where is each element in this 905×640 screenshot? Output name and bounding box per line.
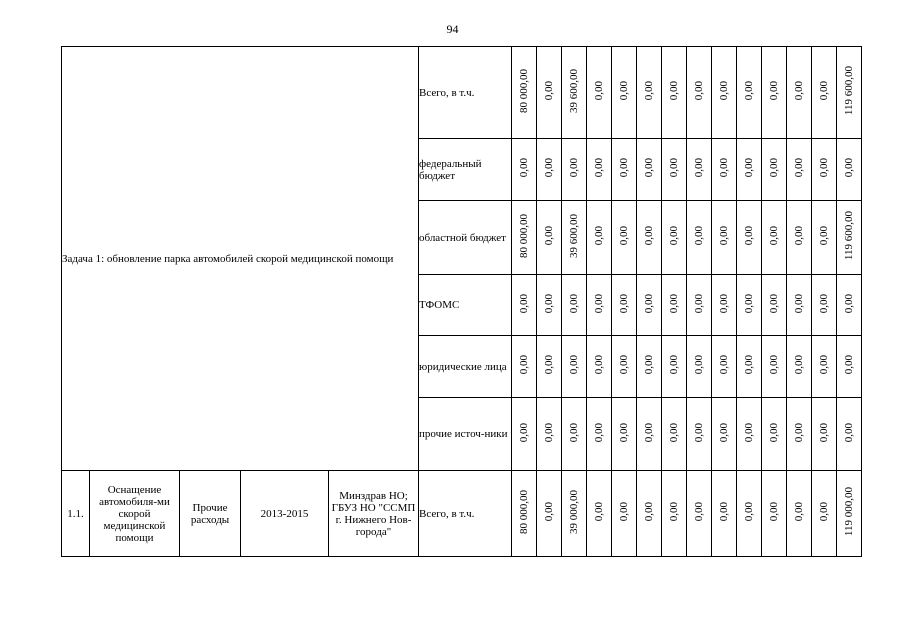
value-text: 0,00	[542, 226, 555, 246]
value-cell	[587, 471, 612, 557]
value-cell	[737, 47, 762, 139]
value-cell	[787, 471, 812, 557]
value-cell	[837, 336, 862, 398]
value-text: 0,00	[542, 81, 555, 101]
value-cell	[787, 201, 812, 275]
value-cell	[687, 139, 712, 201]
source-label: юридические лица	[419, 336, 512, 398]
value-cell	[637, 139, 662, 201]
value-text: 0,00	[817, 158, 830, 178]
value-text: 0,00	[667, 81, 680, 101]
value-text: 0,00	[617, 355, 630, 375]
task-title: Задача 1: обновление парка автомобилей скорой медицинской помощи	[62, 47, 419, 471]
value-cell	[612, 471, 637, 557]
value-text: 0,00	[742, 293, 755, 314]
budget-table	[61, 46, 862, 557]
value-text: 0,00	[792, 422, 805, 443]
value-text: 0,00	[717, 158, 730, 178]
value-text: 0,00	[692, 293, 705, 314]
value-text: 0,00	[842, 355, 855, 375]
value-cell	[812, 471, 837, 557]
value-text: 0,00	[617, 158, 630, 178]
value-text: 0,00	[592, 158, 605, 178]
item-number: 1.1.	[62, 471, 90, 557]
value-cell	[612, 336, 637, 398]
value-text: 0,00	[617, 502, 630, 522]
value-cell	[662, 398, 687, 471]
value-text: 119 600,00	[842, 211, 855, 261]
value-text: 39 000,00	[567, 490, 580, 534]
value-text: 0,00	[642, 355, 655, 375]
value-cell	[762, 336, 787, 398]
value-text: 0,00	[592, 355, 605, 375]
value-text: 0,00	[592, 422, 605, 443]
value-cell	[787, 275, 812, 336]
value-text: 0,00	[667, 226, 680, 246]
value-text: 0,00	[642, 293, 655, 314]
source-label: ТФОМС	[419, 275, 512, 336]
value-cell	[562, 471, 587, 557]
source-label: федеральный бюджет	[419, 139, 512, 201]
value-cell	[837, 275, 862, 336]
value-text: 0,00	[692, 81, 705, 101]
value-cell	[812, 275, 837, 336]
value-cell	[512, 336, 537, 398]
value-cell	[737, 275, 762, 336]
value-text: 0,00	[517, 158, 530, 178]
value-text: 0,00	[717, 293, 730, 314]
value-cell	[612, 398, 637, 471]
value-text: 0,00	[842, 422, 855, 443]
value-text: 0,00	[642, 81, 655, 101]
source-label: Всего, в т.ч.	[419, 471, 512, 557]
value-cell	[687, 398, 712, 471]
value-text: 80 000,00	[517, 69, 530, 113]
value-text: 0,00	[642, 226, 655, 246]
value-text: 39 600,00	[567, 214, 580, 258]
value-text: 0,00	[567, 422, 580, 443]
item-executor: Минздрав НО; ГБУЗ НО "ССМП г. Нижнего Нов-города"	[329, 471, 419, 557]
value-cell	[812, 398, 837, 471]
value-text: 0,00	[542, 502, 555, 522]
value-text: 0,00	[767, 502, 780, 522]
source-label: прочие источ-ники	[419, 398, 512, 471]
value-cell	[687, 275, 712, 336]
value-cell	[662, 201, 687, 275]
value-cell	[737, 336, 762, 398]
value-cell	[537, 139, 562, 201]
value-cell	[737, 471, 762, 557]
page-number: 94	[446, 22, 459, 36]
value-cell	[587, 47, 612, 139]
value-text: 0,00	[792, 81, 805, 101]
value-cell	[837, 201, 862, 275]
value-cell	[787, 336, 812, 398]
value-cell	[512, 201, 537, 275]
value-text: 0,00	[617, 422, 630, 443]
value-text: 0,00	[567, 293, 580, 314]
value-text: 0,00	[667, 422, 680, 443]
value-text: 0,00	[742, 81, 755, 101]
value-text: 0,00	[767, 293, 780, 314]
value-text: 39 600,00	[567, 69, 580, 113]
value-cell	[762, 471, 787, 557]
value-text: 0,00	[717, 81, 730, 101]
value-text: 0,00	[642, 158, 655, 178]
value-text: 0,00	[717, 502, 730, 522]
value-cell	[637, 201, 662, 275]
value-cell	[562, 336, 587, 398]
value-text: 80 000,00	[517, 214, 530, 258]
value-text: 0,00	[567, 355, 580, 375]
value-cell	[537, 47, 562, 139]
value-text: 0,00	[717, 355, 730, 375]
value-cell	[812, 336, 837, 398]
item-expense-type: Прочие расходы	[180, 471, 241, 557]
value-cell	[712, 47, 737, 139]
value-text: 0,00	[842, 158, 855, 178]
value-text: 0,00	[742, 355, 755, 375]
value-text: 0,00	[817, 502, 830, 522]
value-text: 0,00	[542, 355, 555, 375]
value-cell	[737, 201, 762, 275]
value-cell	[637, 336, 662, 398]
value-text: 0,00	[692, 226, 705, 246]
value-text: 0,00	[592, 502, 605, 522]
value-cell	[712, 398, 737, 471]
value-cell	[587, 398, 612, 471]
value-cell	[612, 201, 637, 275]
item-period: 2013-2015	[241, 471, 329, 557]
value-cell	[787, 47, 812, 139]
value-cell	[787, 398, 812, 471]
value-cell	[837, 139, 862, 201]
value-cell	[837, 471, 862, 557]
value-text: 0,00	[592, 226, 605, 246]
value-text: 0,00	[767, 355, 780, 375]
value-text: 0,00	[817, 355, 830, 375]
value-cell	[512, 139, 537, 201]
value-text: 0,00	[817, 81, 830, 101]
value-text: 0,00	[592, 293, 605, 314]
value-cell	[762, 201, 787, 275]
value-text: 0,00	[792, 355, 805, 375]
value-text: 0,00	[742, 158, 755, 178]
value-cell	[587, 201, 612, 275]
value-cell	[537, 471, 562, 557]
value-text: 0,00	[767, 81, 780, 101]
source-label: областной бюджет	[419, 201, 512, 275]
value-cell	[612, 139, 637, 201]
value-text: 0,00	[642, 502, 655, 522]
value-cell	[662, 336, 687, 398]
value-text: 0,00	[717, 422, 730, 443]
value-text: 0,00	[767, 158, 780, 178]
value-text: 119 600,00	[842, 66, 855, 116]
value-cell	[762, 139, 787, 201]
value-text: 0,00	[517, 293, 530, 314]
value-cell	[662, 275, 687, 336]
value-cell	[687, 336, 712, 398]
value-cell	[662, 47, 687, 139]
value-text: 0,00	[692, 158, 705, 178]
value-text: 0,00	[542, 293, 555, 314]
value-cell	[812, 139, 837, 201]
value-cell	[687, 201, 712, 275]
value-text: 0,00	[767, 226, 780, 246]
value-text: 0,00	[792, 502, 805, 522]
value-cell	[712, 471, 737, 557]
value-text: 0,00	[692, 355, 705, 375]
value-cell	[537, 336, 562, 398]
value-cell	[562, 47, 587, 139]
value-cell	[637, 275, 662, 336]
value-cell	[812, 201, 837, 275]
value-cell	[712, 139, 737, 201]
value-cell	[712, 275, 737, 336]
value-text: 0,00	[617, 226, 630, 246]
value-text: 0,00	[692, 422, 705, 443]
value-text: 0,00	[817, 293, 830, 314]
value-text: 0,00	[742, 226, 755, 246]
value-cell	[637, 471, 662, 557]
value-cell	[537, 275, 562, 336]
task-row-total	[62, 47, 862, 139]
value-text: 0,00	[742, 422, 755, 443]
value-text: 0,00	[792, 158, 805, 178]
value-cell	[712, 336, 737, 398]
value-text: 0,00	[642, 422, 655, 443]
value-cell	[562, 398, 587, 471]
value-cell	[637, 398, 662, 471]
value-cell	[562, 139, 587, 201]
value-text: 0,00	[667, 158, 680, 178]
value-cell	[612, 47, 637, 139]
value-text: 0,00	[817, 422, 830, 443]
value-text: 0,00	[542, 422, 555, 443]
value-text: 0,00	[517, 422, 530, 443]
value-cell	[512, 47, 537, 139]
value-text: 0,00	[617, 293, 630, 314]
value-cell	[837, 47, 862, 139]
value-cell	[762, 275, 787, 336]
value-cell	[687, 47, 712, 139]
value-text: 80 000,00	[517, 490, 530, 534]
value-cell	[562, 201, 587, 275]
value-text: 0,00	[667, 502, 680, 522]
value-text: 0,00	[717, 226, 730, 246]
value-text: 0,00	[667, 293, 680, 314]
value-text: 0,00	[842, 293, 855, 314]
value-text: 0,00	[617, 81, 630, 101]
value-cell	[762, 398, 787, 471]
value-text: 0,00	[692, 502, 705, 522]
value-cell	[787, 139, 812, 201]
value-cell	[712, 201, 737, 275]
value-cell	[537, 398, 562, 471]
value-cell	[762, 47, 787, 139]
value-cell	[662, 139, 687, 201]
value-text: 0,00	[542, 158, 555, 178]
value-text: 0,00	[517, 355, 530, 375]
value-cell	[637, 47, 662, 139]
value-cell	[512, 275, 537, 336]
value-cell	[537, 201, 562, 275]
value-cell	[737, 139, 762, 201]
value-text: 0,00	[792, 226, 805, 246]
value-text: 0,00	[792, 293, 805, 314]
value-text: 0,00	[767, 422, 780, 443]
value-text: 119 000,00	[842, 487, 855, 537]
value-text: 0,00	[667, 355, 680, 375]
value-text: 0,00	[742, 502, 755, 522]
value-cell	[837, 398, 862, 471]
source-label: Всего, в т.ч.	[419, 47, 512, 139]
value-cell	[512, 398, 537, 471]
item-row	[62, 471, 862, 557]
value-cell	[587, 275, 612, 336]
item-name: Оснащение автомобиля-ми скорой медицинской помощи	[90, 471, 180, 557]
value-cell	[812, 47, 837, 139]
value-cell	[512, 471, 537, 557]
value-cell	[737, 398, 762, 471]
value-cell	[662, 471, 687, 557]
value-cell	[587, 336, 612, 398]
value-cell	[587, 139, 612, 201]
value-text: 0,00	[592, 81, 605, 101]
value-text: 0,00	[817, 226, 830, 246]
value-cell	[612, 275, 637, 336]
value-text: 0,00	[567, 158, 580, 178]
value-cell	[687, 471, 712, 557]
value-cell	[562, 275, 587, 336]
